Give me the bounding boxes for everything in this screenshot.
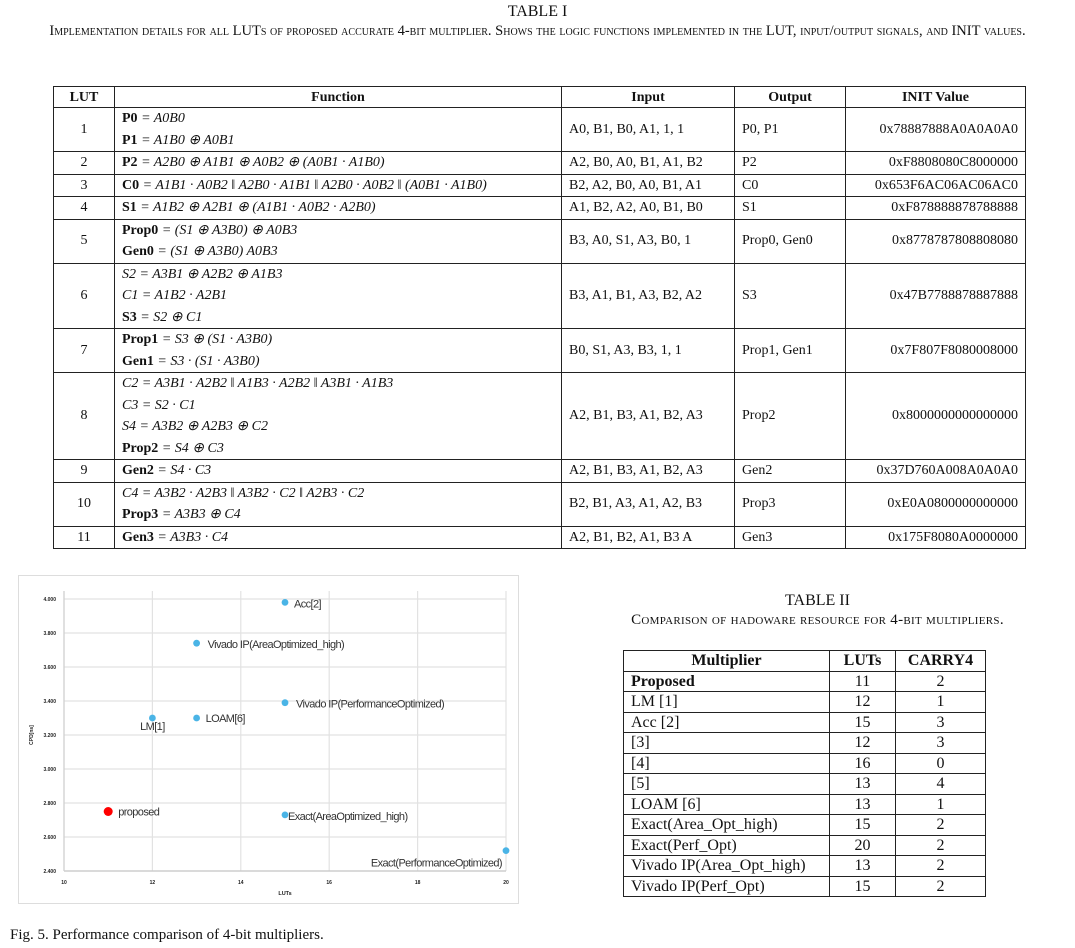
function-lhs: P2 xyxy=(122,155,138,170)
init-value: 0x653F6AC06AC06AC0 xyxy=(846,174,1026,197)
carry4-value: 0 xyxy=(896,753,986,774)
y-tick-label: 3.200 xyxy=(43,733,56,739)
table2-title: TABLE II xyxy=(785,592,850,609)
function-line xyxy=(122,285,554,307)
table1-header-row xyxy=(54,87,1026,108)
x-axis-label: LUTs xyxy=(278,891,292,897)
table2-body xyxy=(624,671,986,897)
table-row xyxy=(54,108,1026,152)
multiplier-name: [5] xyxy=(624,774,830,795)
function-rhs: = S3 ⊕ (S1 · A3B0) xyxy=(158,332,273,347)
function-rhs: = A3B3 ⊕ C4 xyxy=(158,507,241,522)
output-signals: Prop3 xyxy=(735,482,846,526)
function-line xyxy=(122,395,554,417)
function-lhs: Prop0 xyxy=(122,222,159,238)
luts-value: 12 xyxy=(830,733,896,754)
lut-number: 6 xyxy=(54,263,115,329)
table-row xyxy=(54,263,1026,329)
table-row xyxy=(54,526,1026,549)
function-lhs: S1 xyxy=(122,200,137,215)
x-tick-label: 16 xyxy=(326,880,332,886)
data-point-loam-6- xyxy=(193,715,200,722)
table-row xyxy=(624,671,986,692)
col-header-input: Input xyxy=(562,87,735,108)
carry4-value: 2 xyxy=(896,671,986,692)
input-signals: B0, S1, A3, B3, 1, 1 xyxy=(562,329,735,373)
function-line xyxy=(122,483,554,505)
function-line xyxy=(122,351,554,373)
lut-number: 11 xyxy=(54,526,115,549)
x-tick-label: 12 xyxy=(149,880,156,886)
luts-value: 15 xyxy=(830,712,896,733)
function-cell xyxy=(115,108,562,152)
output-signals: S1 xyxy=(735,197,846,220)
carry4-value: 2 xyxy=(896,856,986,877)
y-tick-label: 3.600 xyxy=(43,665,56,671)
data-point-label: Vivado IP(AreaOptimized_high) xyxy=(207,639,345,652)
col-header-lut: LUT xyxy=(54,87,115,108)
function-lhs: S4 xyxy=(122,419,136,434)
input-signals: B3, A1, B1, A3, B2, A2 xyxy=(562,263,735,329)
function-rhs: = A0B0 xyxy=(137,111,185,126)
init-value: 0x8778787808808080 xyxy=(846,219,1026,263)
data-point-exact-performanceoptimized- xyxy=(503,847,510,854)
function-line xyxy=(122,373,554,395)
function-lhs: Gen3 xyxy=(122,529,154,545)
y-tick-label: 4.000 xyxy=(43,597,56,603)
carry4-value: 3 xyxy=(896,712,986,733)
function-line xyxy=(122,152,554,174)
output-signals: Prop0, Gen0 xyxy=(735,219,846,263)
lut-number: 10 xyxy=(54,482,115,526)
y-tick-label: 2.800 xyxy=(43,801,56,807)
table-row xyxy=(624,753,986,774)
carry4-value: 2 xyxy=(896,815,986,836)
carry4-value: 2 xyxy=(896,876,986,897)
function-rhs: = S4 ⊕ C3 xyxy=(158,440,224,456)
figure5-scatter-chart xyxy=(18,575,519,904)
init-value: 0x175F8080A0000000 xyxy=(846,526,1026,549)
function-line xyxy=(122,460,554,482)
init-value: 0xE0A0800000000000 xyxy=(846,482,1026,526)
function-rhs: = A1B2 · A2B1 xyxy=(138,288,227,303)
table-row xyxy=(624,794,986,815)
function-rhs: = S3 · (S1 · A3B0) xyxy=(153,353,260,369)
function-cell xyxy=(115,219,562,263)
table-row xyxy=(624,774,986,795)
carry4-value: 4 xyxy=(896,774,986,795)
luts-value: 11 xyxy=(830,671,896,692)
function-rhs: = A1B2 ⊕ A2B1 ⊕ (A1B1 · A0B2 · A2B0) xyxy=(136,200,376,215)
function-lhs: C2 xyxy=(122,376,139,391)
table-row xyxy=(624,835,986,856)
function-lhs: Gen0 xyxy=(122,244,154,259)
function-lhs: P0 xyxy=(122,111,138,126)
table1-title: TABLE I xyxy=(507,3,568,20)
table-row xyxy=(54,174,1026,197)
function-line xyxy=(122,108,554,130)
function-line xyxy=(122,504,554,526)
function-rhs: = A3B1 ⊕ A2B2 ⊕ A1B3 xyxy=(136,266,283,282)
function-line xyxy=(122,527,554,549)
multiplier-name: Vivado IP(Area_Opt_high) xyxy=(624,856,830,877)
output-signals: P2 xyxy=(735,152,846,175)
function-line xyxy=(122,329,554,351)
multiplier-name: [4] xyxy=(624,753,830,774)
data-point-label: Exact(AreaOptimized_high) xyxy=(288,810,408,823)
function-rhs: = A3B2 · A2B3 ‖ A3B2 · C2 ‖ A2B3 · C2 xyxy=(138,485,365,501)
lut-number: 2 xyxy=(54,152,115,175)
init-value: 0x7F807F8080008000 xyxy=(846,329,1026,373)
table-row xyxy=(54,482,1026,526)
data-point-label: Exact(PerformanceOptimized) xyxy=(370,857,502,870)
init-value: 0xF878888878788888 xyxy=(846,197,1026,220)
function-rhs: = A1B0 ⊕ A0B1 xyxy=(137,132,235,148)
table-row xyxy=(54,329,1026,373)
function-line xyxy=(122,241,554,263)
function-cell xyxy=(115,329,562,373)
table2-caption: Comparison of hadoware resource for 4-bit multipliers. xyxy=(631,612,1004,628)
lut-number: 1 xyxy=(54,108,115,152)
data-point-label: Acc[2] xyxy=(294,598,321,611)
output-signals: Prop1, Gen1 xyxy=(735,329,846,373)
scatter-plot xyxy=(19,576,518,903)
table1-caption: Implementation details for all LUTs of proposed accurate 4-bit multiplier. Shows the logic functions implemented in the LUT, input/output signals, and INIT values. xyxy=(49,23,1026,39)
luts-value: 20 xyxy=(830,835,896,856)
carry4-value: 1 xyxy=(896,794,986,815)
function-cell xyxy=(115,263,562,329)
function-rhs: = S4 · C3 xyxy=(153,463,212,478)
table-row xyxy=(54,197,1026,220)
input-signals: B2, B1, A3, A1, A2, B3 xyxy=(562,482,735,526)
init-value: 0x37D760A008A0A0A0 xyxy=(846,460,1026,483)
multiplier-name: Vivado IP(Perf_Opt) xyxy=(624,876,830,897)
function-line xyxy=(122,416,554,438)
y-tick-label: 2.400 xyxy=(43,869,56,875)
function-line xyxy=(122,438,554,460)
input-signals: A2, B1, B3, A1, B2, A3 xyxy=(562,460,735,483)
function-rhs: = S2 · C1 xyxy=(138,397,196,413)
function-line xyxy=(122,130,554,152)
y-axis-label: CPD[ns] xyxy=(29,725,35,745)
function-rhs: = S2 ⊕ C1 xyxy=(136,309,203,325)
lut-number: 9 xyxy=(54,460,115,483)
init-value: 0x47B7788878887888 xyxy=(846,263,1026,329)
data-point-acc-2- xyxy=(282,599,289,606)
function-lhs: Prop1 xyxy=(122,332,159,347)
input-signals: A1, B2, A2, A0, B1, B0 xyxy=(562,197,735,220)
function-rhs: = (S1 ⊕ A3B0) A0B3 xyxy=(153,244,278,259)
table-row xyxy=(54,460,1026,483)
figure-caption: Fig. 5. Performance comparison of 4-bit multipliers. xyxy=(10,927,324,943)
table-row xyxy=(624,815,986,836)
data-point-label: Vivado IP(PerformanceOptimized) xyxy=(296,698,445,711)
x-tick-label: 10 xyxy=(61,880,67,886)
function-cell xyxy=(115,152,562,175)
lut-number: 3 xyxy=(54,174,115,197)
function-line xyxy=(122,307,554,329)
y-tick-label: 3.800 xyxy=(43,631,56,637)
function-lhs: C1 xyxy=(122,288,139,303)
table2-header-row xyxy=(624,651,986,672)
luts-value: 15 xyxy=(830,876,896,897)
output-signals: Prop2 xyxy=(735,373,846,460)
y-tick-label: 3.000 xyxy=(43,767,56,773)
function-lhs: S2 xyxy=(122,266,136,282)
lut-number: 4 xyxy=(54,197,115,220)
lut-number: 5 xyxy=(54,219,115,263)
luts-value: 15 xyxy=(830,815,896,836)
output-signals: C0 xyxy=(735,174,846,197)
table-row xyxy=(624,733,986,754)
input-signals: A2, B1, B2, A1, B3 A xyxy=(562,526,735,549)
function-lhs: P1 xyxy=(122,132,138,148)
col-header-luts: LUTs xyxy=(830,651,896,672)
function-lhs: S3 xyxy=(122,309,137,325)
function-rhs: = A1B1 · A0B2 ‖ A2B0 · A1B1 ‖ A2B0 · A0B2 ‖ (A0B1 · A1B0) xyxy=(139,177,487,193)
col-header-output: Output xyxy=(735,87,846,108)
function-cell xyxy=(115,482,562,526)
function-line xyxy=(122,197,554,219)
init-value: 0x78887888A0A0A0A0 xyxy=(846,108,1026,152)
input-signals: A0, B1, B0, A1, 1, 1 xyxy=(562,108,735,152)
multiplier-name: Exact(Perf_Opt) xyxy=(624,835,830,856)
table-row xyxy=(624,856,986,877)
output-signals: Gen3 xyxy=(735,526,846,549)
data-point-vivado-ip-performanceoptimized- xyxy=(282,699,289,706)
data-point-label: proposed xyxy=(118,806,160,819)
luts-value: 13 xyxy=(830,794,896,815)
col-header-function: Function xyxy=(115,87,562,108)
data-point-label: LOAM[6] xyxy=(205,713,245,725)
luts-value: 13 xyxy=(830,774,896,795)
output-signals: Gen2 xyxy=(735,460,846,483)
function-rhs: = A3B1 · A2B2 ‖ A1B3 · A2B2 ‖ A3B1 · A1B3 xyxy=(138,376,394,391)
table-row xyxy=(54,219,1026,263)
function-line xyxy=(122,220,554,242)
function-lhs: Prop3 xyxy=(122,507,159,522)
function-cell xyxy=(115,373,562,460)
x-tick-label: 14 xyxy=(238,880,244,886)
function-cell xyxy=(115,174,562,197)
table-row xyxy=(54,152,1026,175)
input-signals: A2, B0, A0, B1, A1, B2 xyxy=(562,152,735,175)
input-signals: B3, A0, S1, A3, B0, 1 xyxy=(562,219,735,263)
function-lhs: Prop2 xyxy=(122,440,159,456)
init-value: 0x8000000000000000 xyxy=(846,373,1026,460)
function-lhs: Gen1 xyxy=(122,353,154,369)
function-cell xyxy=(115,526,562,549)
y-tick-label: 3.400 xyxy=(43,699,56,705)
function-lhs: C4 xyxy=(122,485,139,501)
col-header-carry4: CARRY4 xyxy=(896,651,986,672)
table1-body xyxy=(54,108,1026,549)
function-lhs: Gen2 xyxy=(122,463,154,478)
function-lhs: C3 xyxy=(122,397,139,413)
table-row xyxy=(54,373,1026,460)
lut-number: 8 xyxy=(54,373,115,460)
input-signals: A2, B1, B3, A1, B2, A3 xyxy=(562,373,735,460)
multiplier-name: [3] xyxy=(624,733,830,754)
function-cell xyxy=(115,197,562,220)
multiplier-name: LOAM [6] xyxy=(624,794,830,815)
table2 xyxy=(623,650,986,897)
table-row xyxy=(624,712,986,733)
carry4-value: 3 xyxy=(896,733,986,754)
y-tick-label: 2.600 xyxy=(43,835,56,841)
table-row xyxy=(624,876,986,897)
data-point-label: LM[1] xyxy=(140,721,165,733)
carry4-value: 2 xyxy=(896,835,986,856)
lut-number: 7 xyxy=(54,329,115,373)
function-cell xyxy=(115,460,562,483)
col-header-multiplier: Multiplier xyxy=(624,651,830,672)
output-signals: S3 xyxy=(735,263,846,329)
function-line xyxy=(122,264,554,286)
data-point-proposed xyxy=(104,807,113,816)
multiplier-name: Proposed xyxy=(624,671,830,692)
function-lhs: C0 xyxy=(122,177,140,193)
data-point-vivado-ip-areaoptimized-high- xyxy=(193,640,200,647)
luts-value: 12 xyxy=(830,692,896,713)
luts-value: 13 xyxy=(830,856,896,877)
col-header-init: INIT Value xyxy=(846,87,1026,108)
luts-value: 16 xyxy=(830,753,896,774)
carry4-value: 1 xyxy=(896,692,986,713)
x-tick-label: 18 xyxy=(414,880,421,886)
input-signals: B2, A2, B0, A0, B1, A1 xyxy=(562,174,735,197)
function-line xyxy=(122,175,554,197)
multiplier-name: Acc [2] xyxy=(624,712,830,733)
function-rhs: = A3B3 · C4 xyxy=(153,529,229,545)
multiplier-name: LM [1] xyxy=(624,692,830,713)
multiplier-name: Exact(Area_Opt_high) xyxy=(624,815,830,836)
init-value: 0xF8808080C8000000 xyxy=(846,152,1026,175)
function-rhs: = (S1 ⊕ A3B0) ⊕ A0B3 xyxy=(158,222,298,238)
table1 xyxy=(53,86,1026,549)
function-rhs: = A2B0 ⊕ A1B1 ⊕ A0B2 ⊕ (A0B1 · A1B0) xyxy=(137,155,385,170)
function-rhs: = A3B2 ⊕ A2B3 ⊕ C2 xyxy=(136,419,268,434)
output-signals: P0, P1 xyxy=(735,108,846,152)
x-tick-label: 20 xyxy=(503,880,509,886)
table-row xyxy=(624,692,986,713)
